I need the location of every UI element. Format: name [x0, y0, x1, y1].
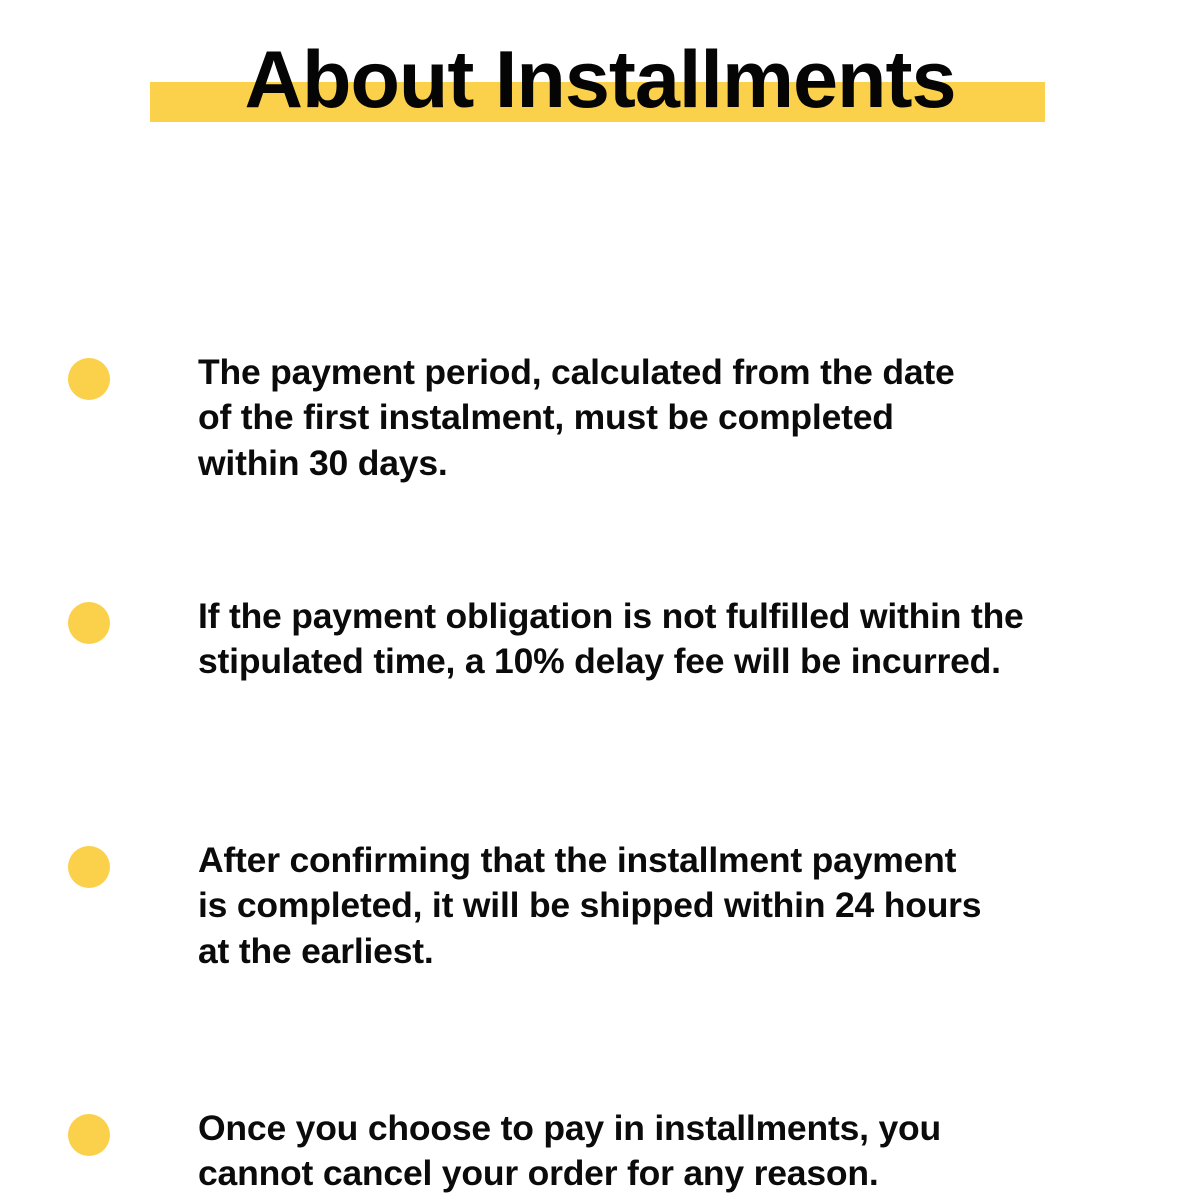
list-item — [0, 350, 1200, 486]
list-item-text: After confirming that the installment payment is completed, it will be shipped within 24 hours at the earliest. — [198, 840, 982, 971]
bullet-dot-icon — [68, 358, 110, 400]
list-item-text: Once you choose to pay in installments, you cannot cancel your order for any reason. — [198, 1108, 941, 1194]
bullet-dot-icon — [68, 846, 110, 888]
list-item-text: The payment period, calculated from the date of the first instalment, must be completed within 30 days. — [198, 352, 955, 483]
bullet-dot-icon — [68, 602, 110, 644]
list-item — [0, 838, 1200, 974]
page-title-block — [0, 0, 1200, 150]
page-title: About Installments — [244, 35, 956, 125]
list-item — [0, 594, 1200, 685]
list-item-text: If the payment obligation is not fulfilled within the stipulated time, a 10% delay fee will be incurred. — [198, 596, 1024, 682]
bullet-dot-icon — [68, 1114, 110, 1156]
list-item — [0, 1106, 1200, 1197]
